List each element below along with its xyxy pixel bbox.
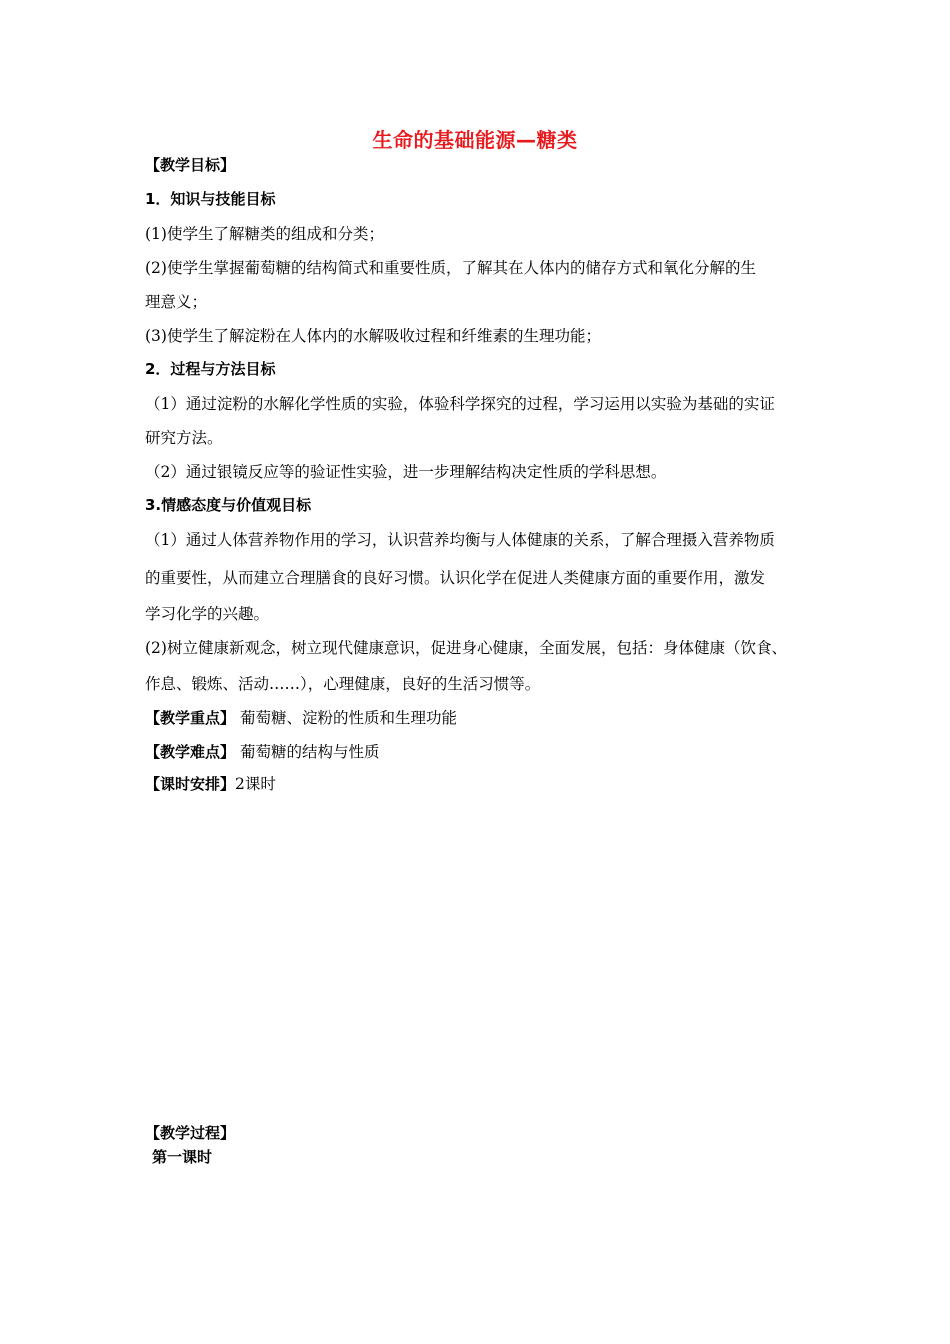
section-2-heading: 2．过程与方法目标: [145, 360, 276, 378]
section-3-item: （1）通过人体营养物作用的学习，认识营养均衡与人体健康的关系，了解合理摄入营养物质: [145, 531, 775, 549]
section-1-heading: 1．知识与技能目标: [145, 190, 276, 208]
process-heading: 【教学过程】: [145, 1124, 236, 1142]
section-2-item: （1）通过淀粉的水解化学性质的实验，体验科学探究的过程，学习运用以实验为基础的实证: [145, 395, 775, 413]
difficulties-row: [145, 740, 815, 762]
page-title: 生命的基础能源—糖类: [372, 128, 578, 152]
section-1-item: (2)使学生掌握葡萄糖的结构简式和重要性质，了解其在人体内的储存方式和氧化分解的生: [145, 259, 756, 277]
lesson-1-heading: 第一课时: [152, 1148, 213, 1166]
section-1-item: (3)使学生了解淀粉在人体内的水解吸收过程和纤维素的生理功能；: [145, 327, 601, 345]
schedule-row: [145, 772, 815, 794]
key-points-label: 【教学重点】: [145, 709, 236, 727]
section-1-item: 理意义；: [145, 293, 208, 311]
section-1-item: (1)使学生了解糖类的组成和分类；: [145, 225, 384, 243]
section-3-item: (2)树立健康新观念，树立现代健康意识，促进身心健康，全面发展，包括：身体健康（饮食、: [145, 639, 787, 657]
section-3-item: 的重要性，从而建立合理膳食的良好习惯。认识化学在促进人类健康方面的重要作用，激发: [145, 569, 766, 587]
section-3-item: 作息、锻炼、活动……），心理健康，良好的生活习惯等。: [145, 675, 541, 693]
difficulties-label: 【教学难点】: [145, 743, 236, 761]
key-points-row: [145, 706, 815, 728]
section-3-heading: 3.情感态度与价值观目标: [145, 496, 312, 514]
key-points-text: 葡萄糖、淀粉的性质和生理功能: [235, 709, 457, 727]
objectives-heading: 【教学目标】: [145, 156, 236, 174]
schedule-text: 2课时: [235, 775, 276, 793]
difficulties-text: 葡萄糖的结构与性质: [235, 743, 380, 761]
section-2-item: 研究方法。: [145, 429, 223, 447]
section-2-item: （2）通过银镜反应等的验证性实验，进一步理解结构决定性质的学科思想。: [145, 463, 667, 481]
schedule-label: 【课时安排】: [145, 775, 236, 793]
section-3-item: 学习化学的兴趣。: [145, 605, 270, 623]
